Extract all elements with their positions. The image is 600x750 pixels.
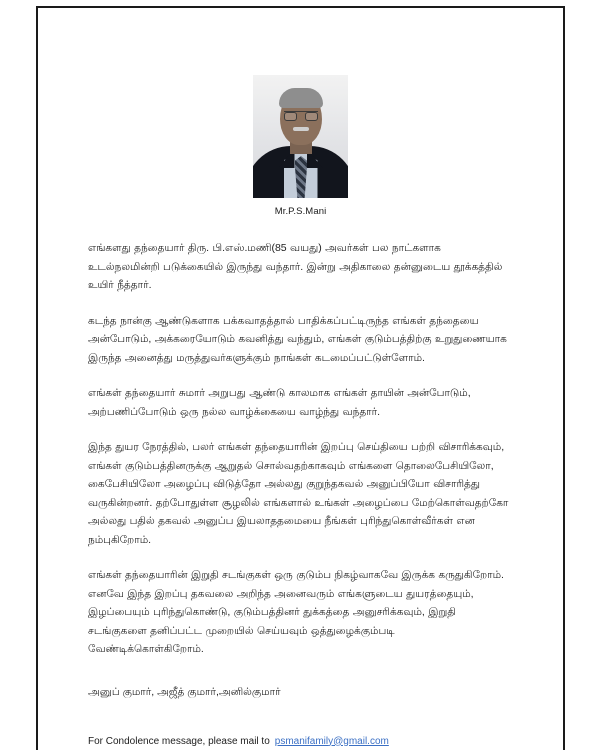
paragraph-5: எங்கள் தந்தையாரின் இறுதி சடங்குகள் ஒரு குடும்ப நிகழ்வாகவே இருக்க கருதுகிறோம். எனவே இந்த இறப்பு தகவலை அறிந்த அனைவரும் எங்களுடைய துயரத்தையும், இழப்பையும் புரிந்துகொண்டு, குடும்பத்தினர் துக்கத்தை அனுசரிக்கவும், இறுதி சடங்குகளை தனிப்பட்ட முறையில் செய்யவும் ஒத்துழைக்கும்படி வேண்டிக்கொள்கிறோம்.: [88, 569, 504, 655]
paragraph-1: எங்களது தந்தையார் திரு. பி.எஸ்.மணி(85 வயது) அவர்கள் பல நாட்களாக உடல்நலமின்றி படுக்கையில் இருந்து வந்தார். இன்று அதிகாலை தன்னுடைய தூக்கத்தில் உயிர் நீத்தார்.: [88, 242, 503, 291]
paragraph-2: கடந்த நான்கு ஆண்டுகளாக பக்கவாதத்தால் பாதிக்கப்பட்டிருந்த எங்கள் தந்தையை அன்போடும், அக்கரையோடும் கவனித்து வந்தும், எங்கள் குடும்பத்திற்கு உறுதுணையாக இருந்த அனைத்து மருத்துவர்களுக்கும் நாங்கள் கடமைப்பட்டுள்ளோம்.: [88, 314, 507, 364]
condolence-footer: [88, 736, 513, 747]
letter-body: [88, 239, 513, 747]
portrait-caption: Mr.P.S.Mani: [274, 206, 327, 217]
paragraph-4: இந்த துயர நேரத்தில், பலர் எங்கள் தந்தையாரின் இறப்பு செய்தியை பற்றி விசாரிக்கவும், எங்கள் குடும்பத்தினருக்கு ஆறுதல் சொல்வதற்காகவும் எங்களை தொலைபேசியிலோ, கைபேசியிலோ அழைப்பு விடுத்தோ அல்லது குறுந்தகவல் அனுப்பியோ விசாரித்து வருகின்றனர். தற்போதுள்ள சூழலில் எங்களால் உங்கள் அழைப்பை மேற்கொள்வதற்கோ அல்லது பதில் தகவல் அனுப்ப இயலாததமையை நீங்கள் புரிந்துகொள்வீர்கள் என நம்புகிறோம்.: [88, 441, 509, 546]
condolence-email-link[interactable]: psmanifamily@gmail.com: [274, 735, 389, 747]
photo-glasses: [284, 111, 318, 121]
signature-line: அனுப் குமார், அஜீத் குமார்,அனில்குமார்: [88, 685, 281, 698]
portrait-photo: [253, 75, 348, 198]
photo-moustache: [293, 127, 309, 131]
document-page-frame: [36, 6, 565, 750]
portrait-block: [88, 8, 513, 217]
photo-lens-right: [305, 112, 318, 121]
condolence-footer-text: For Condolence message, please mail to: [88, 735, 270, 747]
photo-hair: [279, 88, 323, 108]
photo-lens-left: [284, 112, 297, 121]
document-content: [38, 8, 563, 750]
paragraph-3: எங்கள் தந்தையார் சுமார் அறுபது ஆண்டு காலமாக எங்கள் தாயின் அன்போடும், அற்பணிப்போடும் ஒரு நல்ல வாழ்க்கையை வாழ்ந்து வந்தார்.: [88, 387, 471, 418]
